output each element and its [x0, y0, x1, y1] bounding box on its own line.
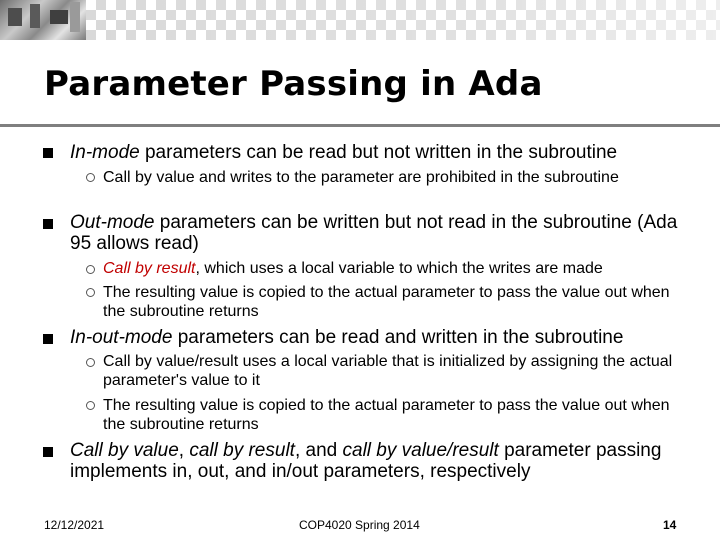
sub-bullet-marker	[86, 358, 95, 367]
title-rule	[0, 124, 720, 127]
sub-bullet-marker	[86, 265, 95, 274]
bullet-marker	[43, 447, 53, 457]
sub-bullet-marker	[86, 401, 95, 410]
sub-bullet-in-mode-1: Call by value and writes to the parameter are prohibited in the subroutine	[103, 169, 619, 186]
bullet-marker	[43, 334, 53, 344]
bullet-summary: Call by value, call by result, and call by value/result parameter passing implements in, out, and in/out parameters, respectively	[70, 440, 662, 482]
sub-bullet-marker	[86, 173, 95, 182]
page-number: 14	[663, 518, 677, 532]
sub-bullet-out-mode-2: The resulting value is copied to the actual parameter to pass the value out when the subroutine returns	[103, 284, 670, 320]
bullet-marker	[43, 148, 53, 158]
sub-bullet-in-out-mode-2: The resulting value is copied to the actual parameter to pass the value out when the subroutine returns	[103, 397, 670, 433]
sub-bullet-out-mode-1: Call by result, which uses a local variable to which the writes are made	[103, 260, 603, 277]
bullet-in-mode: In-mode parameters can be read but not written in the subroutine	[70, 142, 618, 163]
sub-bullet-in-out-mode-1: Call by value/result uses a local variable that is initialized by assigning the actual parameter's value to it	[103, 353, 673, 389]
footer-course: COP4020 Spring 2014	[299, 518, 420, 532]
slide-title: Parameter Passing in Ada	[44, 64, 543, 104]
sub-bullet-marker	[86, 288, 95, 297]
bullet-in-out-mode: In-out-mode parameters can be read and written in the subroutine	[70, 327, 624, 348]
footer-date: 12/12/2021	[44, 518, 105, 532]
bullet-out-mode: Out-mode parameters can be written but not read in the subroutine (Ada 95 allows read)	[70, 212, 678, 254]
header-photo	[0, 0, 86, 40]
bullet-marker	[43, 219, 53, 229]
